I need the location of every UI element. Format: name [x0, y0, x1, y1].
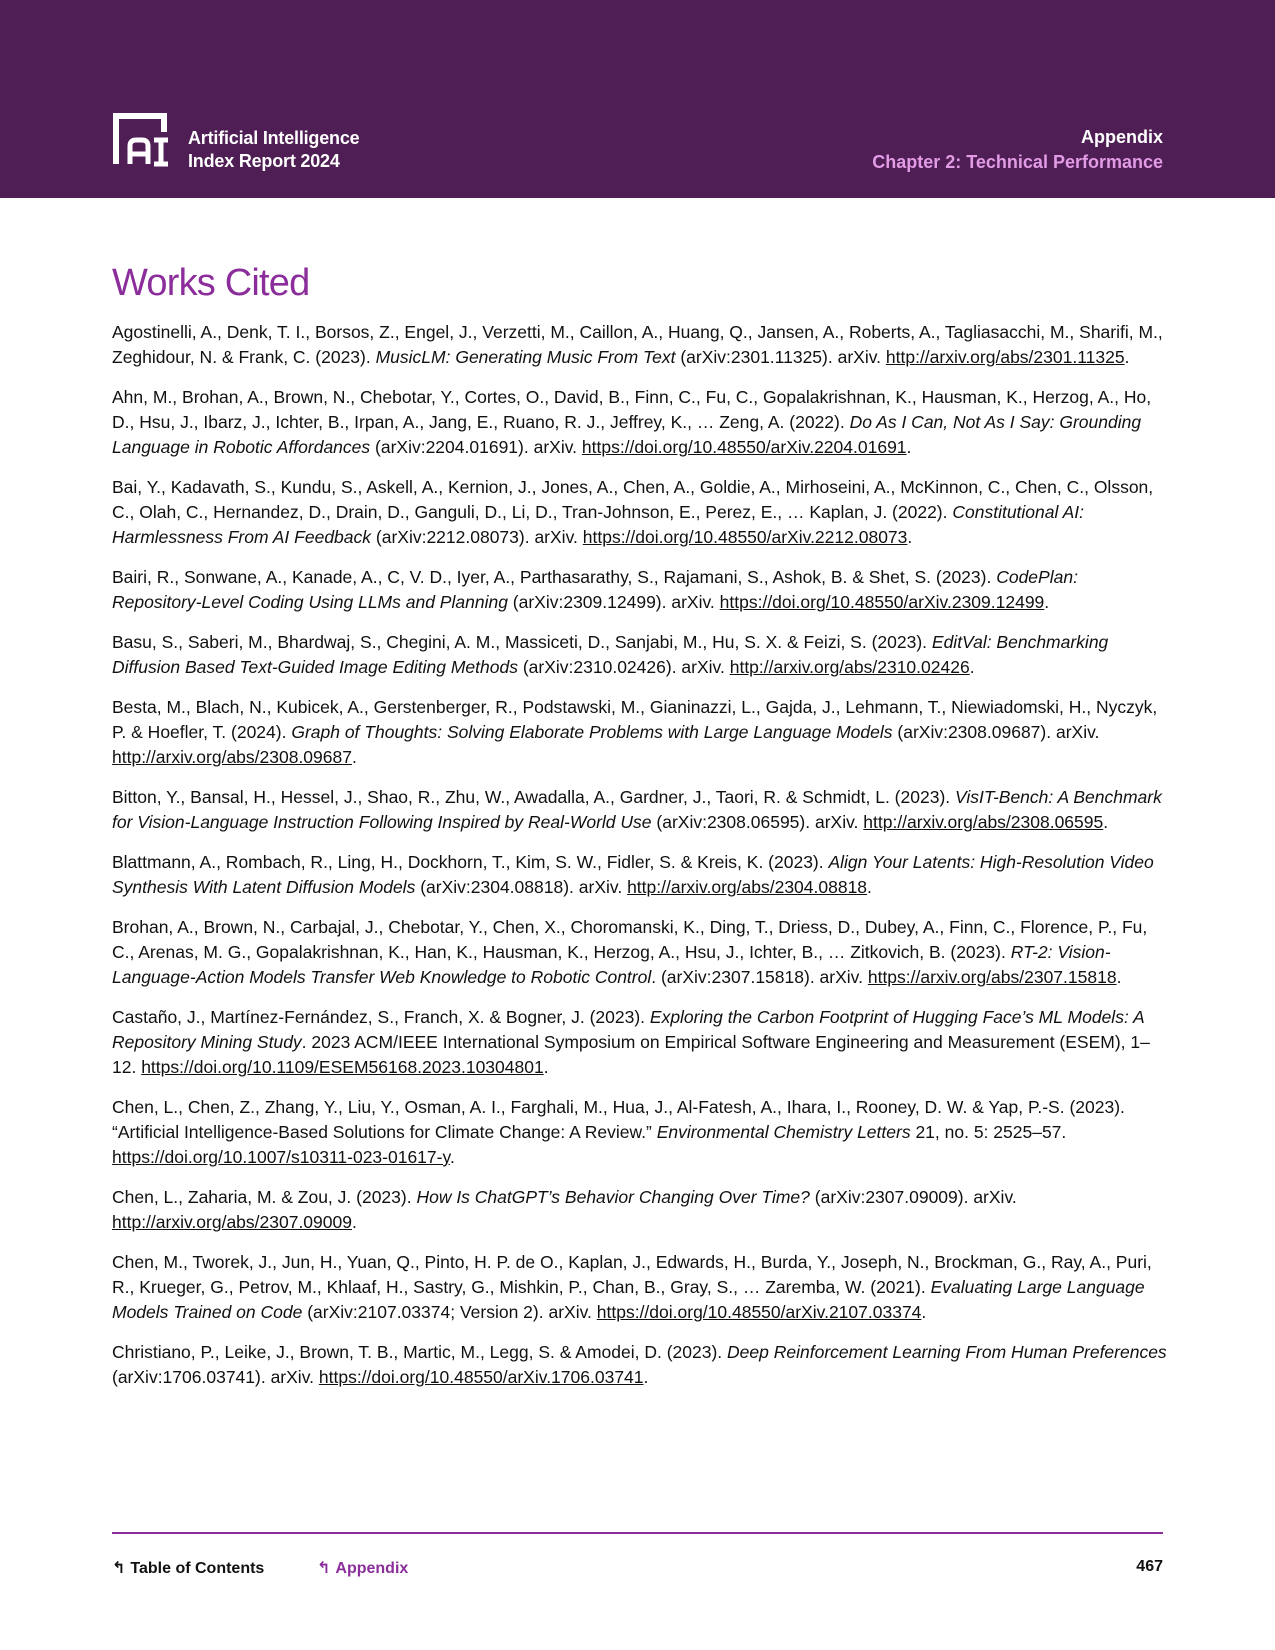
footer-divider	[112, 1532, 1163, 1534]
reference-link[interactable]: http://arxiv.org/abs/2301.11325	[885, 347, 1125, 367]
reference-end: .	[969, 657, 975, 677]
reference-link[interactable]: https://doi.org/10.48550/arXiv.2107.03374	[596, 1302, 922, 1322]
reference-details: 21, no. 5: 2525–57.	[910, 1122, 1067, 1142]
return-arrow-icon: ↰	[317, 1560, 331, 1577]
reference-item	[112, 1095, 1167, 1170]
table-of-contents-link[interactable]	[112, 1558, 264, 1578]
page-footer	[112, 1558, 1163, 1582]
reference-link[interactable]: https://doi.org/10.48550/arXiv.2204.01691	[581, 437, 907, 457]
reference-authors: Bairi, R., Sonwane, A., Kanade, A., C, V. D., Iyer, A., Parthasarathy, S., Rajamani, S., Ashok, B. & Shet, S. (2023).	[112, 567, 997, 587]
reference-title: Constitutional AI: Harmlessness From AI Feedback	[112, 502, 1085, 547]
reference-link[interactable]: http://arxiv.org/abs/2304.08818	[627, 877, 868, 897]
reference-link[interactable]: http://arxiv.org/abs/2310.02426	[729, 657, 970, 677]
section-header	[872, 125, 1163, 175]
reference-authors: Agostinelli, A., Denk, T. I., Borsos, Z., Engel, J., Verzetti, M., Caillon, A., Huang, Q., Jansen, A., Roberts, A., Tagliasacchi, M., Sharifi, M., Zeghidour, N. & Frank, C. (2023).	[112, 322, 1163, 367]
reference-authors: Castaño, J., Martínez-Fernández, S., Franch, X. & Bogner, J. (2023).	[112, 1007, 650, 1027]
reference-end: .	[1044, 592, 1050, 612]
reference-details: (arXiv:2304.08818). arXiv.	[415, 877, 628, 897]
reference-authors: Besta, M., Blach, N., Kubicek, A., Gerstenberger, R., Podstawski, M., Gianinazzi, L., Gajda, J., Lehmann, T., Niewiadomski, H., Nyczyk, P. & Hoefler, T. (2024).	[112, 697, 1158, 742]
reference-title: Graph of Thoughts: Solving Elaborate Problems with Large Language Models	[291, 722, 893, 742]
ai-index-logo	[112, 112, 172, 168]
reference-end: .	[351, 1212, 357, 1232]
reference-details: (arXiv:2307.09009). arXiv.	[809, 1187, 1017, 1207]
reference-details: (arXiv:2204.01691). arXiv.	[370, 437, 582, 457]
reference-title: Environmental Chemistry Letters	[656, 1122, 911, 1142]
reference-title: CodePlan: Repository-Level Coding Using LLMs and Planning	[112, 567, 1078, 612]
reference-title: Exploring the Carbon Footprint of Hugging Face’s ML Models: A Repository Mining Study	[112, 1007, 1145, 1052]
reference-link[interactable]: https://doi.org/10.48550/arXiv.1706.03741	[318, 1367, 644, 1387]
reference-title: MusicLM: Generating Music From Text	[375, 347, 676, 367]
reference-end: .	[921, 1302, 927, 1322]
reference-link[interactable]: http://arxiv.org/abs/2308.06595	[863, 812, 1104, 832]
page-number: 467	[1136, 1558, 1163, 1575]
reference-item	[112, 475, 1167, 550]
reference-details: (arXiv:2308.09687). arXiv.	[892, 722, 1100, 742]
reference-link[interactable]: https://arxiv.org/abs/2307.15818	[867, 967, 1117, 987]
page-title: Works Cited	[112, 262, 310, 304]
reference-authors: Blattmann, A., Rombach, R., Ling, H., Dockhorn, T., Kim, S. W., Fidler, S. & Kreis, K. (2023).	[112, 852, 829, 872]
reference-link[interactable]: https://doi.org/10.1109/ESEM56168.2023.10304801	[141, 1057, 544, 1077]
reference-end: .	[1103, 812, 1109, 832]
report-name	[188, 127, 359, 173]
reference-end: .	[906, 437, 912, 457]
reference-end: .	[643, 1367, 649, 1387]
reference-authors: Christiano, P., Leike, J., Brown, T. B., Martic, M., Legg, S. & Amodei, D. (2023).	[112, 1342, 728, 1362]
reference-end: .	[351, 747, 357, 767]
reference-item	[112, 320, 1167, 370]
reference-item	[112, 1340, 1167, 1390]
reference-title: VisIT-Bench: A Benchmark for Vision-Language Instruction Following Inspired by Real-World Use	[112, 787, 1162, 832]
reference-title: Align Your Latents: High-Resolution Video Synthesis With Latent Diffusion Models	[112, 852, 1154, 897]
reference-link[interactable]: https://doi.org/10.48550/arXiv.2309.12499	[719, 592, 1045, 612]
reference-item	[112, 630, 1167, 680]
reference-details: (arXiv:2107.03374; Version 2). arXiv.	[302, 1302, 597, 1322]
reference-item	[112, 1250, 1167, 1325]
reference-authors: Bai, Y., Kadavath, S., Kundu, S., Askell, A., Kernion, J., Jones, A., Chen, A., Goldie, A., Mirhoseini, A., McKinnon, C., Chen, C., Olsson, C., Olah, C., Hernandez, D., Drain, D., Ganguli, D., Li, D., Tran-Johnson, E., Perez, E., … Kaplan, J. (2022).	[112, 477, 1154, 522]
reference-item	[112, 1005, 1167, 1080]
reference-title: Do As I Can, Not As I Say: Grounding Language in Robotic Affordances	[112, 412, 1142, 457]
reference-link[interactable]: https://doi.org/10.1007/s10311-023-01617-y	[112, 1147, 450, 1167]
reference-item	[112, 695, 1167, 770]
reference-details: (arXiv:2308.06595). arXiv.	[651, 812, 864, 832]
reference-details: (arXiv:2301.11325). arXiv.	[675, 347, 886, 367]
reference-item	[112, 565, 1167, 615]
references-list	[112, 320, 1167, 1405]
reference-item	[112, 385, 1167, 460]
toc-label: Table of Contents	[130, 1560, 265, 1577]
reference-authors: Bitton, Y., Bansal, H., Hessel, J., Shao, R., Zhu, W., Awadalla, A., Gardner, J., Taori, R. & Schmidt, L. (2023).	[112, 787, 955, 807]
reference-link[interactable]: http://arxiv.org/abs/2308.09687	[112, 747, 352, 767]
reference-end: .	[1116, 967, 1122, 987]
reference-title: Evaluating Large Language Models Trained on Code	[112, 1277, 1145, 1322]
reference-link[interactable]: http://arxiv.org/abs/2307.09009	[112, 1212, 352, 1232]
reference-item	[112, 1185, 1167, 1235]
reference-details: . (arXiv:2307.15818). arXiv.	[651, 967, 868, 987]
section-label: Appendix	[1080, 127, 1163, 147]
reference-authors: Ahn, M., Brohan, A., Brown, N., Chebotar, Y., Cortes, O., David, B., Finn, C., Fu, C., Gopalakrishnan, K., Hausman, K., Herzog, A., Ho, D., Hsu, J., Ibarz, J., Ichter, B., Irpan, A., Jang, E., Ruano, R. J., Jeffrey, K., … Zeng, A. (2022).	[112, 387, 1152, 432]
reference-item	[112, 785, 1167, 835]
reference-end: .	[1124, 347, 1130, 367]
chapter-label: Chapter 2: Technical Performance	[872, 152, 1163, 172]
reference-title: RT-2: Vision-Language-Action Models Transfer Web Knowledge to Robotic Control	[112, 942, 1111, 987]
reference-item	[112, 850, 1167, 900]
reference-authors: Brohan, A., Brown, N., Carbajal, J., Chebotar, Y., Chen, X., Choromanski, K., Ding, T., Driess, D., Dubey, A., Finn, C., Florence, P., Fu, C., Arenas, M. G., Gopalakrishnan, K., Han, K., Hausman, K., Herzog, A., Hsu, J., Ichter, B., … Zitkovich, B. (2023).	[112, 917, 1148, 962]
reference-details: . 2023 ACM/IEEE International Symposium on Empirical Software Engineering and Measurement (ESEM), 1–12.	[112, 1032, 1150, 1077]
reference-end: .	[543, 1057, 549, 1077]
reference-authors: Chen, M., Tworek, J., Jun, H., Yuan, Q., Pinto, H. P. de O., Kaplan, J., Edwards, H., Burda, Y., Joseph, N., Brockman, G., Ray, A., Puri, R., Krueger, G., Petrov, M., Khlaaf, H., Sastry, G., Mishkin, P., Chan, B., Gray, S., … Zaremba, W. (2021).	[112, 1252, 1152, 1297]
reference-authors: Chen, L., Chen, Z., Zhang, Y., Liu, Y., Osman, A. I., Farghali, M., Hua, J., Al-Fatesh, A., Ihara, I., Rooney, D. W. & Yap, P.-S. (2023). “Artificial Intelligence-Based Solutions for Climate Change: A Review.”	[112, 1097, 1125, 1142]
reference-end: .	[907, 527, 913, 547]
reference-item	[112, 915, 1167, 990]
reference-end: .	[867, 877, 872, 897]
reference-details: (arXiv:1706.03741). arXiv.	[112, 1367, 319, 1387]
report-name-line1: Artificial Intelligence	[188, 128, 360, 148]
reference-link[interactable]: https://doi.org/10.48550/arXiv.2212.08073	[582, 527, 908, 547]
appendix-link-label: Appendix	[335, 1560, 409, 1577]
reference-title: EditVal: Benchmarking Diffusion Based Text-Guided Image Editing Methods	[112, 632, 1109, 677]
reference-details: (arXiv:2310.02426). arXiv.	[517, 657, 730, 677]
report-header	[0, 0, 1275, 198]
appendix-link[interactable]	[317, 1558, 408, 1578]
reference-details: (arXiv:2309.12499). arXiv.	[507, 592, 720, 612]
reference-authors: Basu, S., Saberi, M., Bhardwaj, S., Chegini, A. M., Massiceti, D., Sanjabi, M., Hu, S. X. & Feizi, S. (2023).	[112, 632, 932, 652]
reference-end: .	[449, 1147, 455, 1167]
reference-authors: Chen, L., Zaharia, M. & Zou, J. (2023).	[112, 1187, 417, 1207]
reference-title: How Is ChatGPT’s Behavior Changing Over Time?	[416, 1187, 810, 1207]
report-name-line2: Index Report 2024	[188, 151, 340, 171]
return-arrow-icon: ↰	[112, 1560, 126, 1577]
reference-details: (arXiv:2212.08073). arXiv.	[371, 527, 583, 547]
reference-title: Deep Reinforcement Learning From Human Preferences	[727, 1342, 1167, 1362]
